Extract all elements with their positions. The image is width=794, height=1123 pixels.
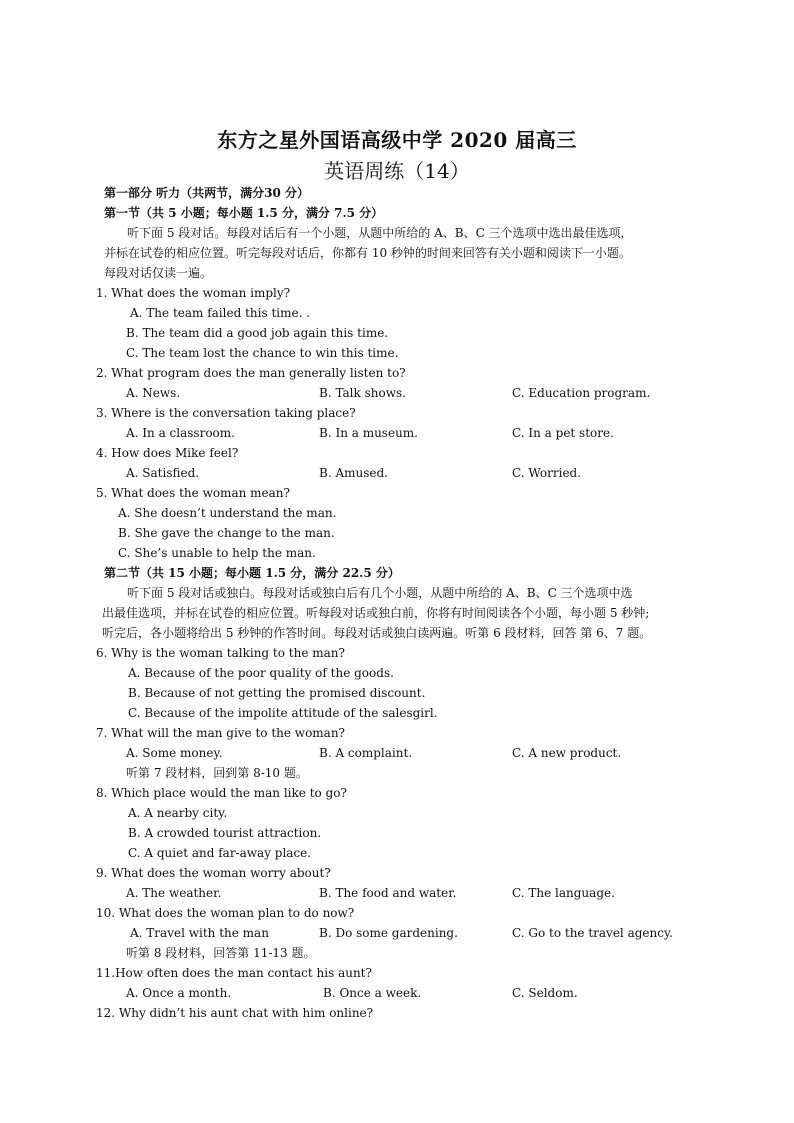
question-2-option-b: B. Talk shows. bbox=[319, 386, 406, 400]
question-1-option-c: C. The team lost the chance to win this time. bbox=[126, 346, 399, 360]
section1-instruction-line: 听下面 5 段对话。每段对话后有一个小题，从题中所给的 A、B、C 三个选项中选出最佳选项， bbox=[127, 226, 633, 240]
question-3-option-b: B. In a museum. bbox=[319, 426, 418, 440]
question-4-option-c: C. Worried. bbox=[512, 466, 582, 480]
question-9-stem: 9. What does the woman worry about? bbox=[96, 866, 331, 880]
school-title: 东方之星外国语高级中学 2020 届高三 bbox=[217, 128, 577, 152]
question-6-option-b: B. Because of not getting the promised discount. bbox=[128, 686, 426, 700]
question-10-option-c: C. Go to the travel agency. bbox=[512, 926, 673, 940]
question-11-option-b: B. Once a week. bbox=[323, 986, 422, 1000]
section1-heading: 第一节（共 5 小题；每小题 1.5 分，满分 7.5 分） bbox=[104, 206, 384, 220]
question-8-option-b: B. A crowded tourist attraction. bbox=[128, 826, 322, 840]
question-2-option-a: A. News. bbox=[126, 386, 181, 400]
question-10-stem: 10. What does the woman plan to do now? bbox=[96, 906, 355, 920]
section1-instruction-line: 每段对话仅读一遍。 bbox=[104, 266, 213, 280]
question-8-stem: 8. Which place would the man like to go? bbox=[96, 786, 347, 800]
question-1-stem: 1. What does the woman imply? bbox=[96, 286, 291, 300]
section2-instruction-line: 听完后，各小题将给出 5 秒钟的作答时间。每段对话或独白读两遍。听第 6 段材料，回答 第 6、7 题。 bbox=[102, 626, 652, 640]
question-11-option-c: C. Seldom. bbox=[512, 986, 578, 1000]
question-9-option-b: B. The food and water. bbox=[319, 886, 457, 900]
listening-material-note: 听第 8 段材料，回答第 11-13 题。 bbox=[126, 946, 316, 960]
question-6-option-c: C. Because of the impolite attitude of the salesgirl. bbox=[128, 706, 438, 720]
question-7-option-a: A. Some money. bbox=[126, 746, 223, 760]
question-8-option-c: C. A quiet and far-away place. bbox=[128, 846, 312, 860]
question-2-stem: 2. What program does the man generally listen to? bbox=[96, 366, 406, 380]
question-6-option-a: A. Because of the poor quality of the goods. bbox=[128, 666, 394, 680]
question-10-option-a: A. Travel with the man bbox=[130, 926, 269, 940]
part1-heading: 第一部分 听力（共两节，满分30 分） bbox=[104, 186, 310, 200]
question-5-option-c: C. She’s unable to help the man. bbox=[118, 546, 316, 560]
question-4-option-b: B. Amused. bbox=[319, 466, 388, 480]
question-5-stem: 5. What does the woman mean? bbox=[96, 486, 290, 500]
section2-heading: 第二节（共 15 小题；每小题 1.5 分，满分 22.5 分） bbox=[104, 566, 400, 580]
question-3-stem: 3. Where is the conversation taking place? bbox=[96, 406, 356, 420]
question-10-option-b: B. Do some gardening. bbox=[319, 926, 458, 940]
question-1-option-b: B. The team did a good job again this time. bbox=[126, 326, 389, 340]
question-7-stem: 7. What will the man give to the woman? bbox=[96, 726, 345, 740]
question-12-stem: 12. Why didn’t his aunt chat with him online? bbox=[96, 1006, 374, 1020]
paper-title: 英语周练（14） bbox=[324, 159, 470, 183]
section2-instruction-line: 出最佳选项，并标在试卷的相应位置。听每段对话或独白前，你将有时间阅读各个小题，每小题 5 秒钟; bbox=[102, 606, 650, 620]
question-4-option-a: A. Satisfied. bbox=[126, 466, 200, 480]
listening-material-note: 听第 7 段材料，回到第 8-10 题。 bbox=[126, 766, 308, 780]
question-3-option-a: A. In a classroom. bbox=[126, 426, 235, 440]
section1-instruction-line: 并标在试卷的相应位置。听完每段对话后，你都有 10 秒钟的时间来回答有关小题和阅读下一小题。 bbox=[104, 246, 631, 260]
question-3-option-c: C. In a pet store. bbox=[512, 426, 614, 440]
question-11-option-a: A. Once a month. bbox=[126, 986, 232, 1000]
section2-instruction-line: 听下面 5 段对话或独白。每段对话或独白后有几个小题，从题中所给的 A、B、C 三个选项中选 bbox=[127, 586, 633, 600]
question-7-option-b: B. A complaint. bbox=[319, 746, 413, 760]
question-9-option-a: A. The weather. bbox=[126, 886, 222, 900]
question-11-stem: 11.How often does the man contact his aunt? bbox=[96, 966, 372, 980]
question-9-option-c: C. The language. bbox=[512, 886, 615, 900]
question-8-option-a: A. A nearby city. bbox=[128, 806, 228, 820]
question-2-option-c: C. Education program. bbox=[512, 386, 651, 400]
question-5-option-b: B. She gave the change to the man. bbox=[118, 526, 335, 540]
question-5-option-a: A. She doesn’t understand the man. bbox=[118, 506, 337, 520]
question-6-stem: 6. Why is the woman talking to the man? bbox=[96, 646, 345, 660]
question-4-stem: 4. How does Mike feel? bbox=[96, 446, 239, 460]
question-7-option-c: C. A new product. bbox=[512, 746, 622, 760]
question-1-option-a: A. The team failed this time. . bbox=[130, 306, 311, 320]
